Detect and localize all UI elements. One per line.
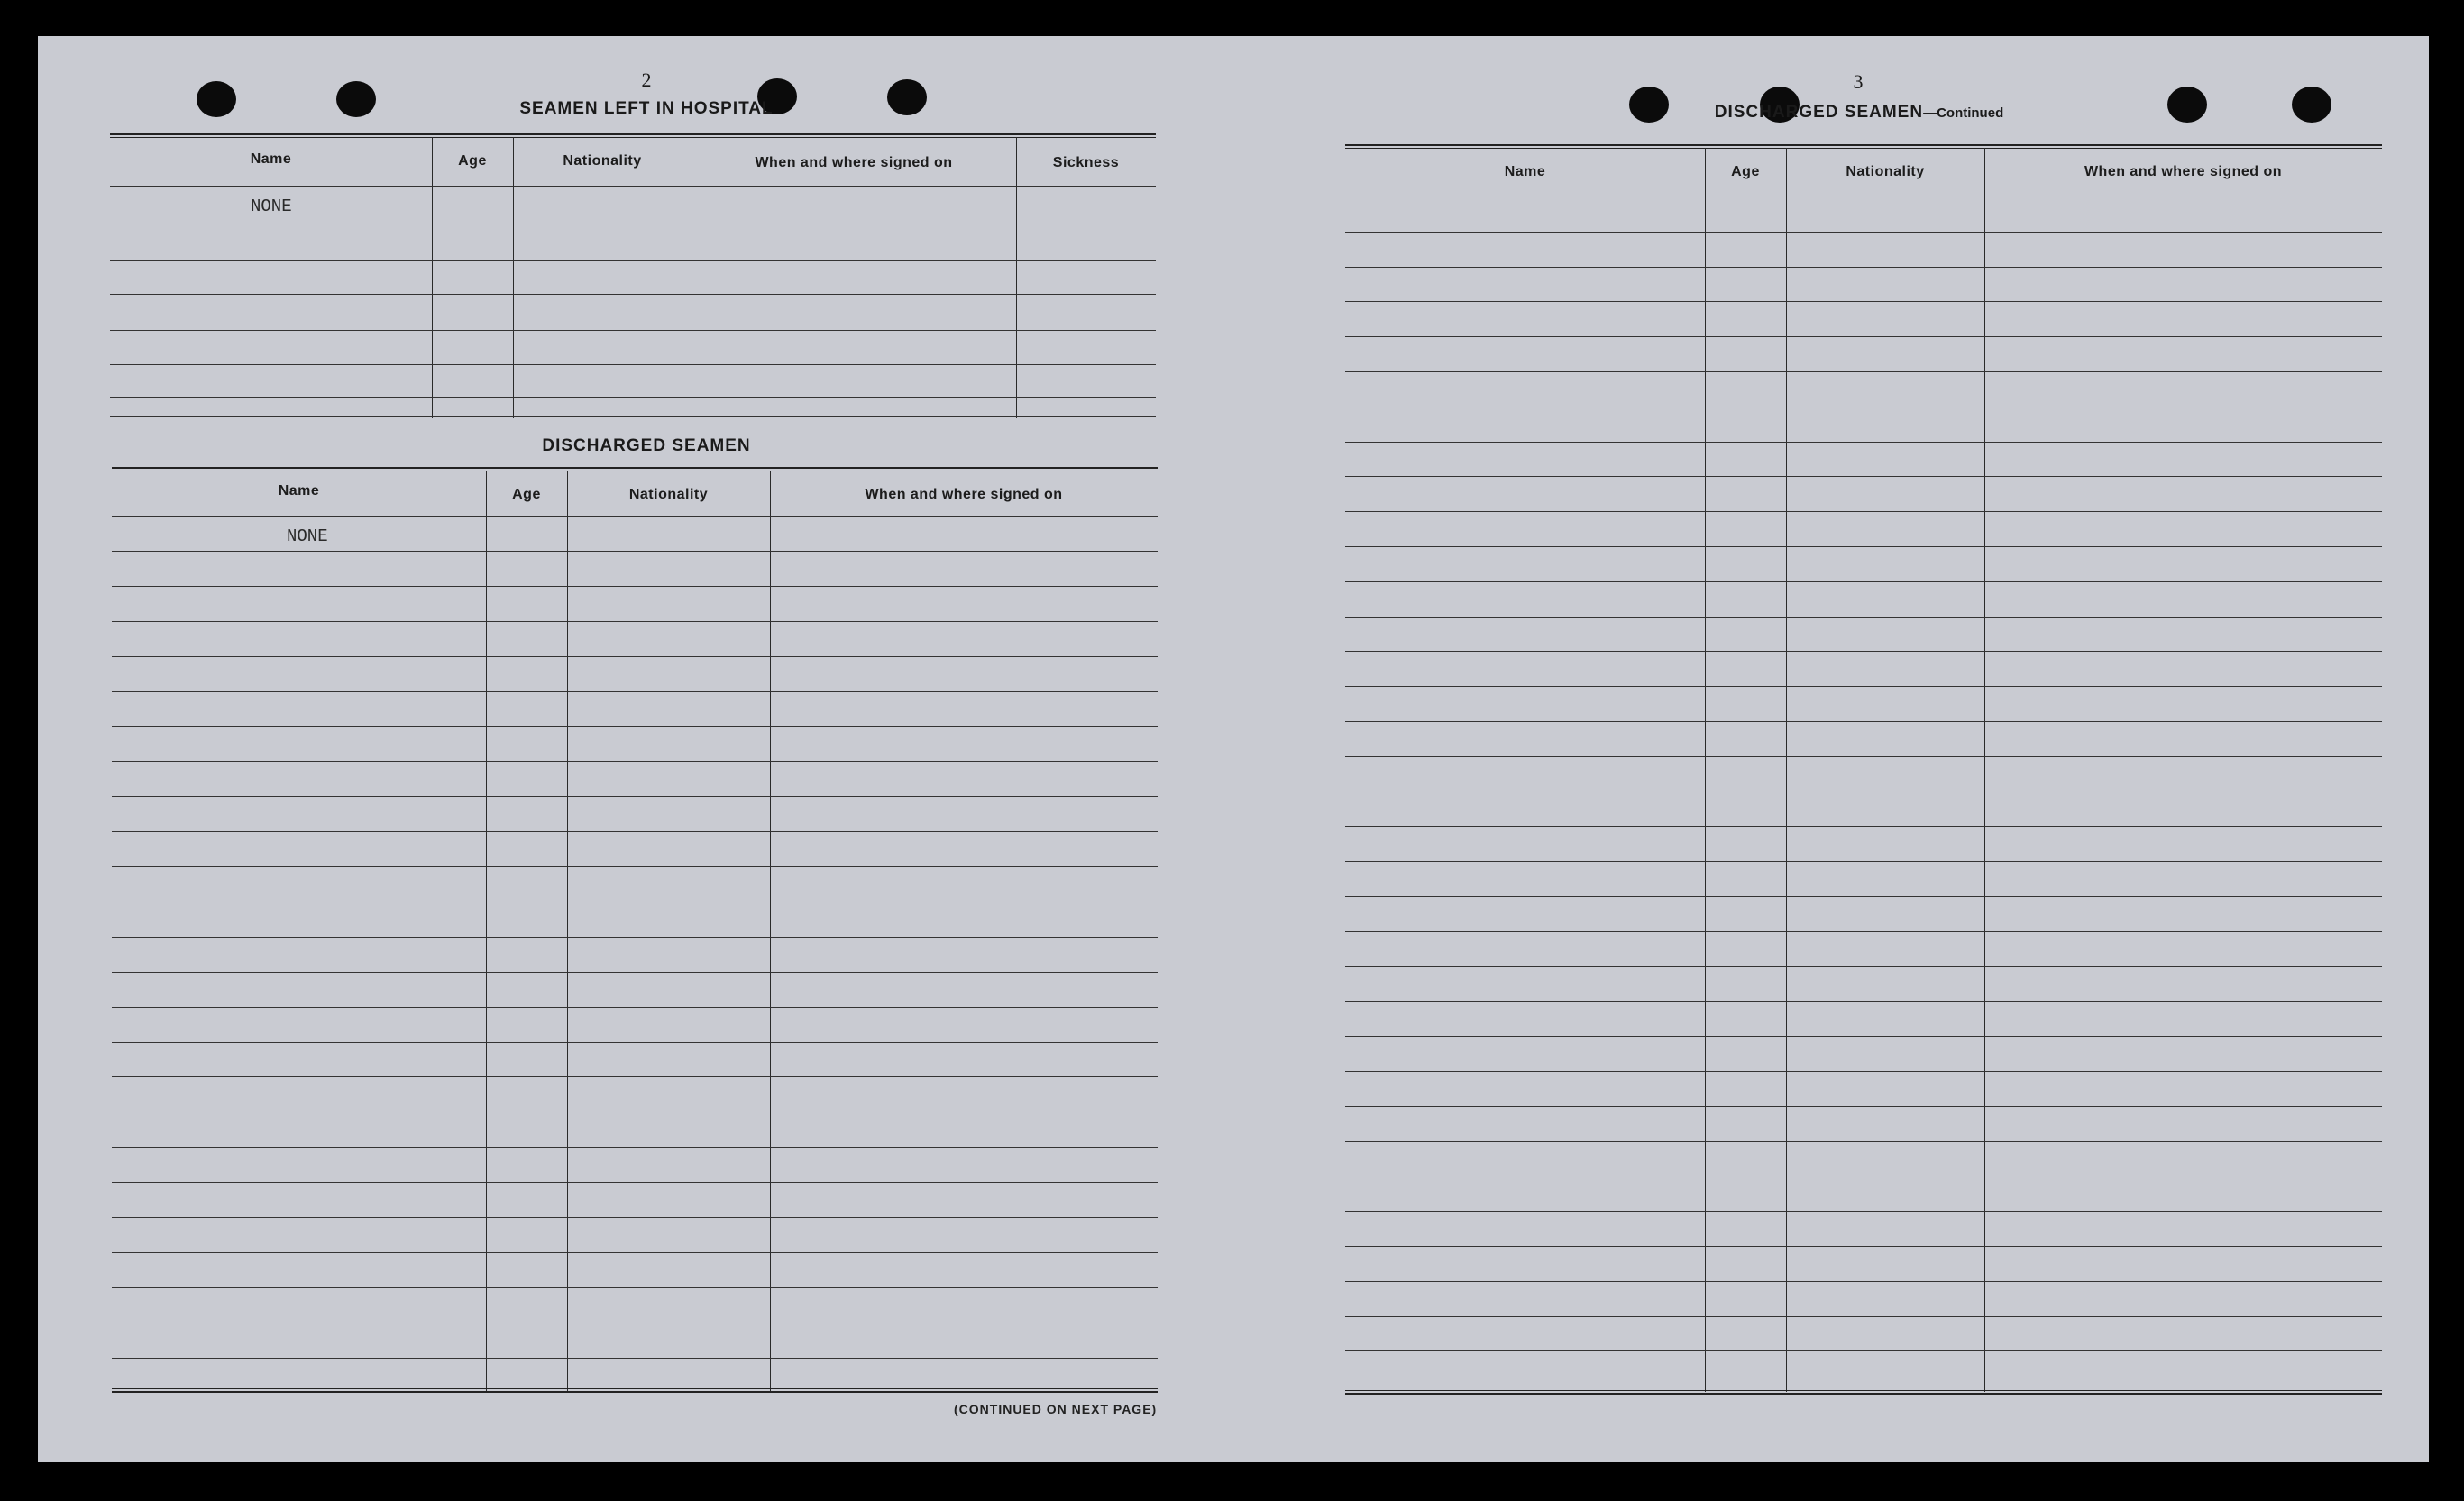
page-number: 3 [1853,70,1864,93]
row-rule [1345,1036,2382,1037]
column-header-age: Age [1731,164,1760,179]
row-rule [1345,232,2382,233]
row-rule [112,1252,1158,1253]
discharged-table [112,467,1158,1437]
column-header-age: Age [512,487,541,502]
row-rule [1345,721,2382,722]
row-rule [1345,826,2382,827]
column-header-name: Name [1504,164,1546,179]
row-rule [1345,966,2382,967]
row-rule [1345,336,2382,337]
row-rule [112,586,1158,587]
row-rule [112,1007,1158,1008]
row-rule [112,621,1158,622]
row-rule [112,1182,1158,1183]
row-rule [1345,756,2382,757]
row-rule [1345,861,2382,862]
row-rule [112,691,1158,692]
ledger-sheet [38,36,2429,1462]
column-header-nationality: Nationality [628,487,709,502]
column-header-nationality: Nationality [1846,164,1925,179]
row-rule [112,866,1158,867]
left-page [38,36,1228,1462]
row-rule [1345,1106,2382,1107]
row-rule [1345,511,2382,512]
row-rule [1345,371,2382,372]
row-rule [1345,267,2382,268]
row-rule [1345,442,2382,443]
row-rule [1345,546,2382,547]
right-page [1228,36,2429,1462]
discharged-continued-rows [1345,144,2382,1435]
row-rule [1345,476,2382,477]
row-rule [112,1076,1158,1077]
row-rule [1345,931,2382,932]
discharged-continued-table [1345,144,2382,1435]
column-header-signed-on: When and where signed on [2084,164,2283,179]
row-rule [112,726,1158,727]
row-rule [1345,1350,2382,1351]
table-cell-name: NONE [287,526,328,546]
row-rule [112,1358,1158,1359]
row-rule [112,656,1158,657]
row-rule [1345,1001,2382,1002]
continued-note: (CONTINUED ON NEXT PAGE) [954,1402,1158,1416]
row-rule [112,1147,1158,1148]
column-header-signed-on: When and where signed on [755,155,953,170]
column-header-name: Name [278,483,320,499]
row-rule [112,551,1158,552]
row-rule [112,937,1158,938]
row-rule [112,1217,1158,1218]
row-rule [1345,896,2382,897]
row-rule [1345,581,2382,582]
row-rule [1345,301,2382,302]
row-rule [112,831,1158,832]
column-header-name: Name [250,151,292,167]
row-rule [1345,1071,2382,1072]
page-number: 2 [641,69,652,91]
title-suffix: —Continued [1923,105,2004,121]
row-rule [1345,1281,2382,1282]
table-cell-name: NONE [251,197,292,216]
row-rule [1345,651,2382,652]
right-section-title [1652,103,2066,123]
discharged-section-title: DISCHARGED SEAMEN [542,436,751,455]
column-header-nationality: Nationality [563,153,642,169]
row-rule [112,1042,1158,1043]
hospital-section-title: SEAMEN LEFT IN HOSPITAL [519,99,774,118]
discharged-rows [112,467,1158,1437]
row-rule [112,1287,1158,1288]
row-rule [1345,617,2382,618]
row-rule [1345,1246,2382,1247]
row-rule [1345,686,2382,687]
column-header-signed-on: When and where signed on [865,487,1063,502]
row-rule [1345,1316,2382,1317]
row-rule [112,796,1158,797]
column-header-age: Age [458,153,487,169]
row-rule [112,972,1158,973]
column-header-sickness: Sickness [1052,155,1120,170]
row-rule [112,761,1158,762]
title-text: DISCHARGED SEAMEN [1714,103,1924,122]
row-rule [1345,1211,2382,1212]
hospital-table [110,133,1156,422]
row-rule [1345,1141,2382,1142]
row-rule [112,516,1158,517]
